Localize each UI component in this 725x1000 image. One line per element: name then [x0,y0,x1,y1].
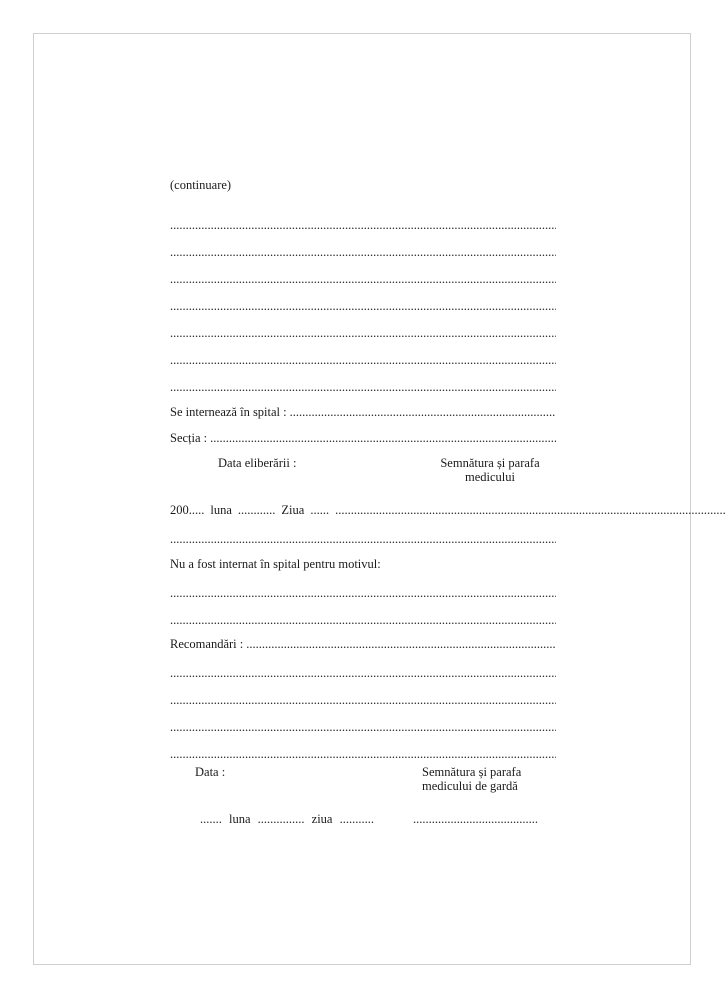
release-year: 200..... [170,503,205,517]
section-dots [210,431,556,445]
dotted-line[interactable] [170,718,556,732]
release-month-dots: ............ [237,503,276,517]
dotted-line[interactable] [170,324,556,338]
release-day-label: Ziua [281,503,305,517]
continuation-label: (continuare) [170,178,232,192]
section-field[interactable] [170,431,556,445]
dotted-line[interactable] [170,664,556,678]
hospital-admission-label: Se internează în spital : [170,405,287,419]
footer-day-dots: ........... [339,812,374,826]
dotted-line[interactable] [170,351,556,365]
footer-date-prefix-dots: ....... [200,812,222,826]
recommendations-field[interactable] [170,637,556,651]
dotted-line[interactable] [170,530,556,544]
doctor-signature-label: Semnătura și parafa medicului [440,456,540,484]
release-date-row[interactable] [170,503,556,517]
release-day-dots: ...... [310,503,330,517]
dotted-line[interactable] [170,270,556,284]
dotted-line[interactable] [170,297,556,311]
dotted-line[interactable] [170,611,556,625]
footer-signature-dots[interactable]: ........................................ [413,812,538,826]
footer-month-label: luna [229,812,251,826]
dotted-line[interactable] [170,745,556,759]
footer-day-label: ziua [311,812,333,826]
hospital-admission-dots [290,405,556,419]
release-signature-dots [335,503,725,517]
footer-date-row[interactable] [200,812,374,826]
section-label: Secția : [170,431,208,445]
recommendations-dots [246,637,556,651]
footer-month-dots: ............... [257,812,305,826]
dotted-line[interactable] [170,584,556,598]
release-month-label: luna [210,503,232,517]
dotted-line[interactable] [170,216,556,230]
hospital-admission-field[interactable] [170,405,556,419]
on-call-signature-label: Semnătura și parafa medicului de gardă [422,765,522,793]
dotted-line[interactable] [170,691,556,705]
footer-date-label: Data : [195,765,226,779]
dotted-line[interactable] [170,243,556,257]
recommendations-label: Recomandări : [170,637,244,651]
dotted-line[interactable] [170,378,556,392]
refusal-reason-label: Nu a fost internat în spital pentru motivul: [170,557,381,571]
release-date-label: Data eliberării : [218,456,297,470]
